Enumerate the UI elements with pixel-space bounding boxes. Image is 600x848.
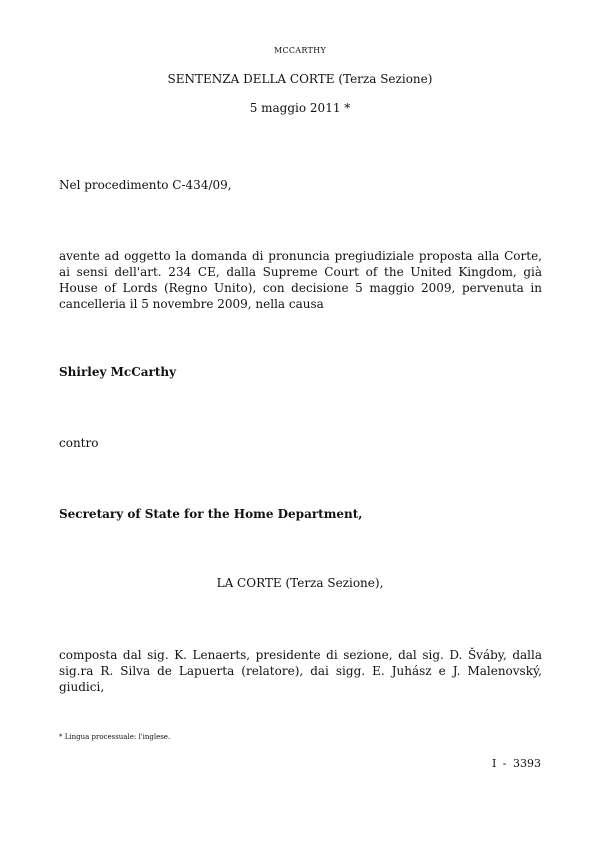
respondent-name: Secretary of State for the Home Department, [59, 507, 363, 521]
language-footnote: * Lingua processuale: l'inglese. [59, 733, 171, 741]
judgment-title: SENTENZA DELLA CORTE (Terza Sezione) [167, 72, 433, 86]
running-head: MCCARTHY [273, 46, 327, 55]
versus-label: contro [59, 436, 99, 450]
court-heading: LA CORTE (Terza Sezione), [216, 576, 384, 590]
applicant-name: Shirley McCarthy [59, 365, 177, 379]
procedure-line: Nel procedimento C-434/09, [59, 178, 232, 192]
subject-paragraph: avente ad oggetto la domanda di pronuncia pregiudiziale proposta alla Corte, ai sensi dell'art. 234 CE, dalla Supreme Court of the United Kingdom, già House of Lords (Regno Unito), con decisione 5 maggio 2009, pervenuta in cancelleria il 5 novembre 2009, nella causa [59, 249, 542, 311]
judgment-date: 5 maggio 2011 * [249, 101, 351, 115]
composition-paragraph: composta dal sig. K. Lenaerts, presidente di sezione, dal sig. D. Šváby, dalla sig.ra R. Silva de Lapuerta (relatore), dai sigg. E. Juhász e J. Malenovský, giudici, [59, 648, 542, 694]
page-number: I - 3393 [491, 757, 541, 770]
